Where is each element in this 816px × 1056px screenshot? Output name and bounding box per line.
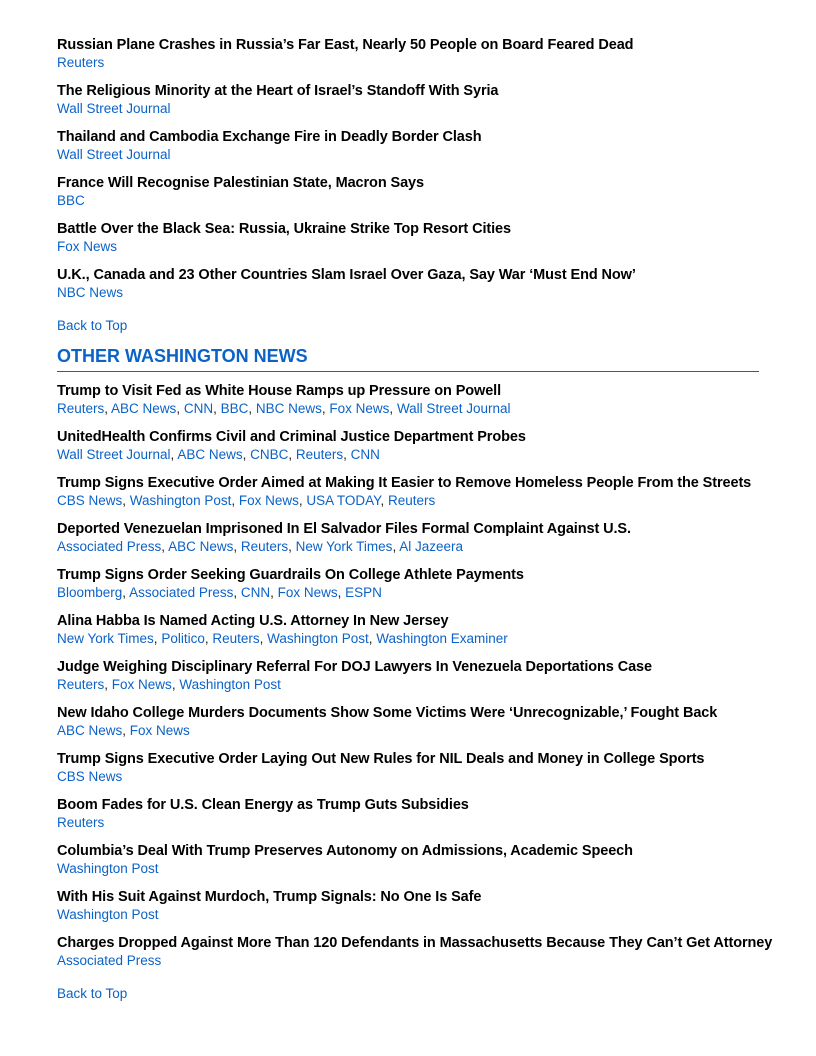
source-link[interactable]: Wall Street Journal [57,447,171,462]
news-sources [57,860,759,878]
source-link[interactable]: Washington Post [267,631,369,646]
source-link[interactable]: BBC [220,401,249,416]
source-link[interactable]: NBC News [57,285,124,300]
source-separator: , [176,401,184,416]
source-separator: , [321,401,330,416]
news-headline[interactable]: With His Suit Against Murdoch, Trump Signals: No One Is Safe [57,889,482,905]
news-sources [57,630,759,648]
source-separator: , [122,585,130,600]
news-headline[interactable]: UnitedHealth Confirms Civil and Criminal Justice Department Probes [57,429,526,445]
source-link[interactable]: Associated Press [57,539,162,554]
source-link[interactable]: New York Times [57,631,154,646]
news-item [57,888,759,924]
source-separator: , [288,539,296,554]
source-link[interactable]: Reuters [212,631,260,646]
source-separator: , [270,585,278,600]
news-headline[interactable]: Alina Habba Is Named Acting U.S. Attorney In New Jersey [57,613,449,629]
washington-stories-list [57,382,773,970]
source-link[interactable]: Wall Street Journal [57,101,171,116]
back-to-top-bottom [57,985,759,1003]
source-separator: , [122,493,130,508]
source-separator: , [337,585,346,600]
source-separator: , [368,631,377,646]
source-link[interactable]: Fox News [129,723,190,738]
news-sources [57,54,759,72]
back-to-top-top [57,317,759,335]
source-link[interactable]: CNBC [250,447,289,462]
source-separator: , [153,631,162,646]
news-headline[interactable]: Trump to Visit Fed as White House Ramps up Pressure on Powell [57,383,502,399]
source-separator: , [233,539,241,554]
back-to-top-link[interactable]: Back to Top [57,986,128,1001]
news-sources [57,492,759,510]
source-link[interactable]: ABC News [111,401,177,416]
top-stories-list [57,36,759,302]
source-separator: , [104,401,112,416]
news-sources [57,584,759,602]
news-sources [57,192,759,210]
news-item [57,612,759,648]
source-link[interactable]: Fox News [111,677,172,692]
source-separator: , [204,631,213,646]
source-link[interactable]: Washington Post [129,493,232,508]
news-sources [57,238,759,256]
news-headline[interactable]: Trump Signs Order Seeking Guardrails On College Athlete Payments [57,567,524,583]
source-separator: , [231,493,239,508]
news-sources [57,146,759,164]
source-separator: , [171,677,180,692]
source-link[interactable]: Washington Post [57,861,159,876]
news-headline[interactable]: Judge Weighing Disciplinary Referral For DOJ Lawyers In Venezuela Deportations Case [57,659,652,675]
news-headline[interactable]: France Will Recognise Palestinian State, Macron Says [57,175,424,191]
source-separator: , [298,493,307,508]
source-separator: , [343,447,351,462]
source-link[interactable]: Fox News [238,493,299,508]
source-separator: , [259,631,268,646]
news-sources [57,768,759,786]
news-headline[interactable]: Charges Dropped Against More Than 120 Defendants in Massachusetts Because They Can’t Get Attorney [57,935,773,951]
source-link[interactable]: USA TODAY [306,493,381,508]
source-link[interactable]: Washington Post [57,907,159,922]
source-separator: , [392,539,400,554]
source-link[interactable]: ABC News [57,723,123,738]
source-separator: , [161,539,169,554]
source-link[interactable]: Reuters [240,539,289,554]
source-link[interactable]: Associated Press [57,953,162,968]
news-item [57,36,759,72]
source-link[interactable]: Reuters [57,401,105,416]
source-separator: , [122,723,130,738]
news-sources [57,400,759,418]
news-sources [57,814,759,832]
news-item [57,382,759,418]
source-link[interactable]: Reuters [57,677,105,692]
source-link[interactable]: ABC News [177,447,243,462]
source-separator: , [242,447,251,462]
source-link[interactable]: Reuters [57,815,105,830]
news-item [57,934,773,970]
news-headline[interactable]: New Idaho College Murders Documents Show Some Victims Were ‘Unrecognizable,’ Fought Back [57,705,718,721]
news-item [57,474,759,510]
back-to-top-link[interactable]: Back to Top [57,318,128,333]
news-sources [57,676,759,694]
source-link[interactable]: BBC [57,193,85,208]
news-sources [57,906,759,924]
news-item [57,520,759,556]
source-link[interactable]: Fox News [57,239,118,254]
source-link[interactable]: CNN [240,585,271,600]
source-link[interactable]: Bloomberg [57,585,123,600]
source-separator: , [389,401,397,416]
source-link[interactable]: ESPN [345,585,382,600]
source-link[interactable]: NBC News [255,401,322,416]
news-item [57,174,759,210]
source-link[interactable]: CBS News [57,769,123,784]
news-headline[interactable]: Thailand and Cambodia Exchange Fire in Deadly Border Clash [57,129,482,145]
source-link[interactable]: CBS News [57,493,123,508]
source-separator: , [104,677,112,692]
source-link[interactable]: CNN [350,447,380,462]
news-item [57,566,759,602]
source-link[interactable]: Wall Street Journal [57,147,171,162]
news-headline[interactable]: Battle Over the Black Sea: Russia, Ukraine Strike Top Resort Cities [57,221,511,237]
news-headline[interactable]: The Religious Minority at the Heart of Israel’s Standoff With Syria [57,83,499,99]
news-item [57,82,759,118]
source-link[interactable]: CNN [183,401,214,416]
source-link[interactable]: Reuters [57,55,105,70]
news-headline[interactable]: Trump Signs Executive Order Laying Out New Rules for NIL Deals and Money in College Sports [57,751,705,767]
news-item [57,842,759,878]
news-headline[interactable]: Deported Venezuelan Imprisoned In El Salvador Files Formal Complaint Against U.S. [57,521,631,537]
source-link[interactable]: Washington Post [179,677,281,692]
news-sources [57,722,759,740]
news-item [57,266,759,302]
source-link[interactable]: Politico [161,631,205,646]
news-headline[interactable]: Boom Fades for U.S. Clean Energy as Trump Guts Subsidies [57,797,469,813]
news-sources [57,952,759,970]
source-link[interactable]: Associated Press [129,585,234,600]
source-link[interactable]: Reuters [295,447,344,462]
news-sources [57,538,759,556]
news-item [57,128,759,164]
source-link[interactable]: Wall Street Journal [396,401,511,416]
source-link[interactable]: Washington Examiner [376,631,508,646]
source-separator: , [213,401,221,416]
source-separator: , [288,447,296,462]
source-separator: , [233,585,241,600]
source-link[interactable]: Fox News [329,401,390,416]
news-item [57,428,759,464]
news-sources [57,446,759,464]
source-link[interactable]: Al Jazeera [399,539,463,554]
news-headline[interactable]: Russian Plane Crashes in Russia’s Far East, Nearly 50 People on Board Feared Dead [57,37,634,53]
news-item [57,796,759,832]
source-link[interactable]: New York Times [295,539,393,554]
news-sources [57,284,759,302]
news-headline[interactable]: Trump Signs Executive Order Aimed at Making It Easier to Remove Homeless People From the Streets [57,475,752,491]
section-title-washington: OTHER WASHINGTON NEWS [57,345,759,372]
news-sources [57,100,759,118]
source-link[interactable]: Fox News [277,585,338,600]
news-headline[interactable]: U.K., Canada and 23 Other Countries Slam Israel Over Gaza, Say War ‘Must End Now’ [57,267,636,283]
source-link[interactable]: Reuters [387,493,436,508]
source-separator: , [170,447,178,462]
news-item [57,704,759,740]
source-link[interactable]: ABC News [168,539,234,554]
source-separator: , [248,401,256,416]
news-headline[interactable]: Columbia’s Deal With Trump Preserves Autonomy on Admissions, Academic Speech [57,843,633,859]
news-item [57,220,759,256]
source-separator: , [380,493,388,508]
news-item [57,658,759,694]
news-item [57,750,759,786]
